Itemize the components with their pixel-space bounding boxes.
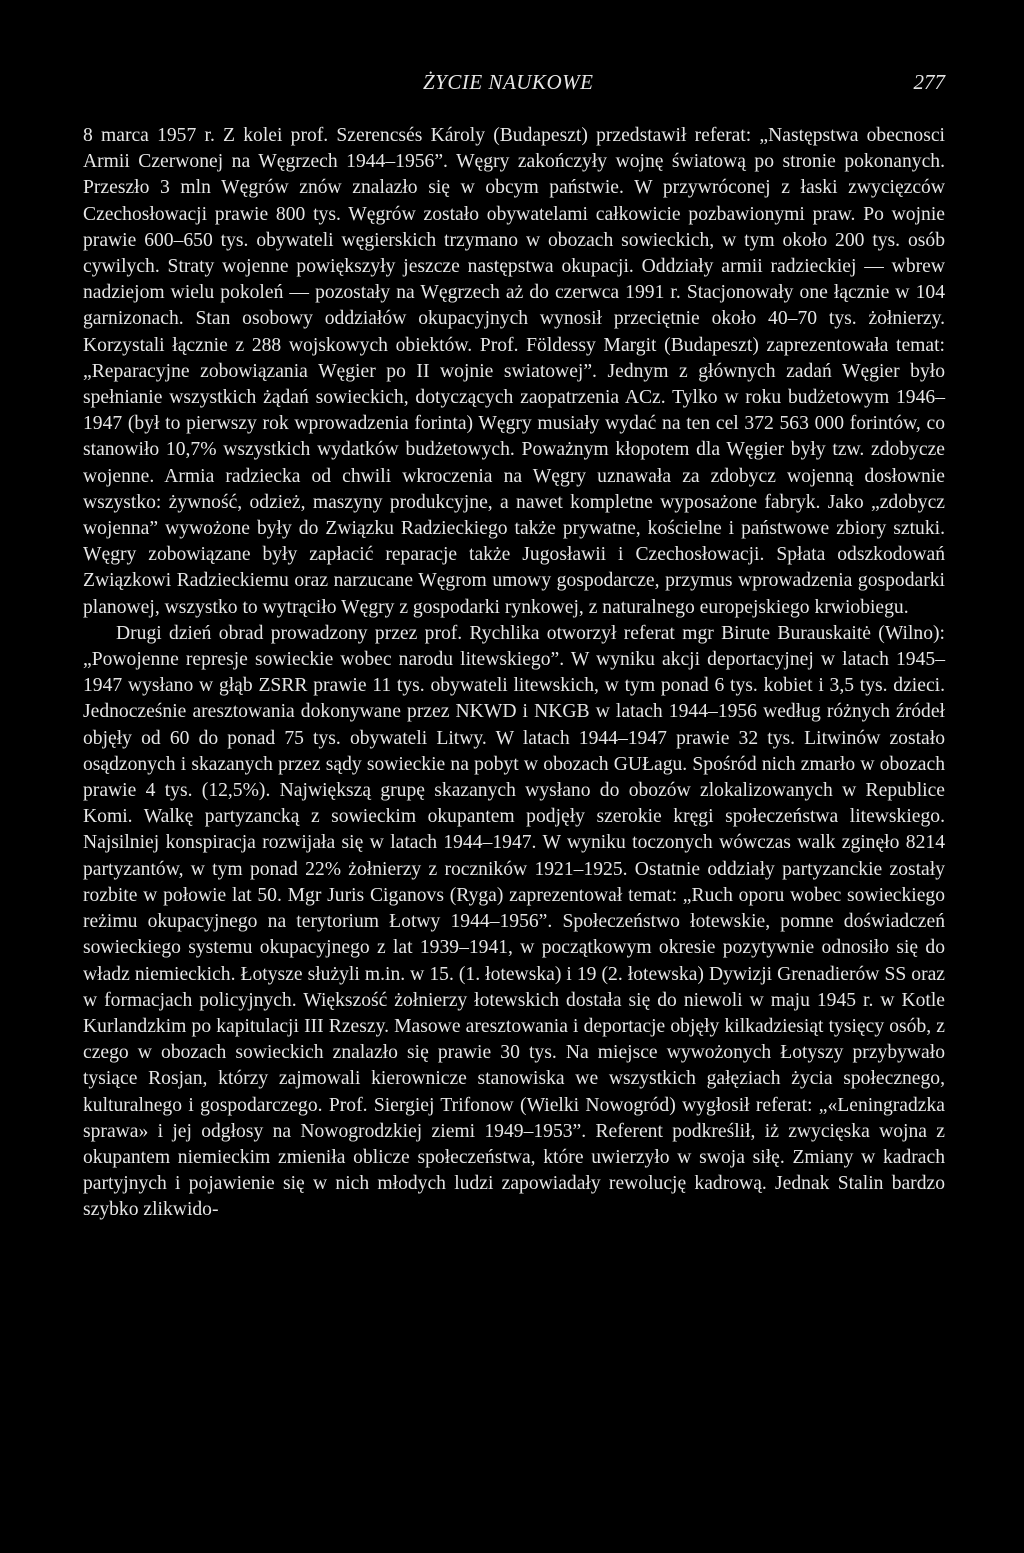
running-title: ŻYCIE NAUKOWE [423, 70, 594, 94]
article-body [83, 123, 945, 1224]
paragraph-2: Drugi dzień obrad prowadzony przez prof. Rychlika otworzył referat mgr Birute Burauskaitė (Wilno): „Powojenne represje sowieckie wobec narodu litewskiego”. W wyniku akcji deportacyjnej w latach 1945–1947 wysłano w głąb ZSRR prawie 11 tys. obywateli litewskich, w tym ponad 6 tys. kobiet i 3,5 tys. dzieci. Jednocześnie aresztowania dokonywane przez NKWD i NKGB w latach 1944–1956 według różnych źródeł objęły od 60 do ponad 75 tys. obywateli Litwy. W latach 1944–1947 prawie 32 tys. Litwinów zostało osądzonych i skazanych przez sądy sowieckie na pobyt w obozach GUŁagu. Spośród nich zmarło w obozach prawie 4 tys. (12,5%). Największą grupę skazanych wysłano do obozów zlokalizowanych w Republice Komi. Walkę partyzancką z sowieckim okupantem podjęły szerokie kręgi społeczeństwa litewskiego. Najsilniej konspiracja rozwijała się w latach 1944–1947. W wyniku toczonych wówczas walk zginęło 8214 partyzantów, w tym ponad 22% żołnierzy z roczników 1921–1925. Ostatnie oddziały partyzanckie zostały rozbite w połowie lat 50. Mgr Juris Ciganovs (Ryga) zaprezentował temat: „Ruch oporu wobec sowieckiego reżimu okupacyjnego na terytorium Łotwy 1944–1956”. Społeczeństwo łotewskie, pomne doświadczeń sowieckiego systemu okupacyjnego z lat 1939–1941, w początkowym okresie pozytywnie odnosiło się do władz niemieckich. Łotysze służyli m.in. w 15. (1. łotewska) i 19 (2. łotewska) Dywizji Grenadierów SS oraz w formacjach policyjnych. Większość żołnierzy łotewskich dostała się do niewoli w maju 1945 r. w Kotle Kurlandzkim po kapitulacji III Rzeszy. Masowe aresztowania i deportacje objęły kilkadziesiąt tysięcy osób, z czego w obozach sowieckich znalazło się prawie 30 tys. Na miejsce wywożonych Łotyszy przybywało tysiące Rosjan, którzy zajmowali kierownicze stanowiska we wszystkich gałęziach życia społecznego, kulturalnego i gospodarczego. Prof. Siergiej Trifonow (Wielki Nowogród) wygłosił referat: „«Leningradzka sprawa» i jej odgłosy na Nowogrodzkiej ziemi 1949–1953”. Referent podkreślił, iż zwycięska wojna z okupantem niemieckim zmieniła oblicze społeczeństwa, które uwierzyło w swoja siłę. Zmiany w kadrach partyjnych i pojawienie się w nich młodych ludzi zapowiadały rewolucję kadrową. Jednak Stalin bardzo szybko zlikwido- [83, 622, 945, 1221]
page-header [83, 70, 945, 100]
paragraph-1: 8 marca 1957 r. Z kolei prof. Szerencsés Károly (Budapeszt) przedstawił referat: „Następstwa obecnosci Armii Czerwonej na Węgrzech 1944–1956”. Węgry zakończyły wojnę światową po stronie pokonanych. Przeszło 3 mln Węgrów znów znalazło się w obcym państwie. W przywróconej z łaski zwycięzców Czechosłowacji prawie 800 tys. Węgrów zostało obywatelami całkowicie pozbawionymi praw. Po wojnie prawie 600–650 tys. obywateli węgierskich trzymano w obozach sowieckich, w tym około 200 tys. osób cywilych. Straty wojenne powiększyły jeszcze następstwa okupacji. Oddziały armii radzieckiej — wbrew nadziejom wielu pokoleń — pozostały na Węgrzech aż do czerwca 1991 r. Stacjonowały one łącznie w 104 garnizonach. Stan osobowy oddziałów okupacyjnych wynosił przeciętnie około 40–70 tys. żołnierzy. Korzystali łącznie z 288 wojskowych obiektów. Prof. Földessy Margit (Budapeszt) zaprezentowała temat: „Reparacyjne zobowiązania Węgier po II wojnie swiatowej”. Jednym z głównych zadań Węgier było spełnianie wszystkich żądań sowieckich, dotyczących zaopatrzenia ACz. Tylko w roku budżetowym 1946–1947 (był to pierwszy rok wprowadzenia forinta) Węgry musiały wydać na ten cel 372 563 000 forintów, co stanowiło 10,7% wszystkich wydatków budżetowych. Poważnym kłopotem dla Węgier były tzw. zdobycze wojenne. Armia radziecka od chwili wkroczenia na Węgry uznawała za zdobycz wojenną dosłownie wszystko: żywność, odzież, maszyny produkcyjne, a nawet kompletne wyposażone fabryk. Jako „zdobycz wojenna” wywożone były do Związku Radzieckiego także prywatne, kościelne i państwowe zbiory sztuki. Węgry zobowiązane były zapłacić reparacje także Jugosławii i Czechosłowacji. Spłata odszkodowań Związkowi Radzieckiemu oraz narzucane Węgrom umowy gospodarcze, przymus wprowadzenia gospodarki planowej, wszystko to wytrąciło Węgry z gospodarki rynkowej, z naturalnego europejskiego krwiobiegu. [83, 125, 945, 618]
page-number: 277 [913, 70, 945, 94]
